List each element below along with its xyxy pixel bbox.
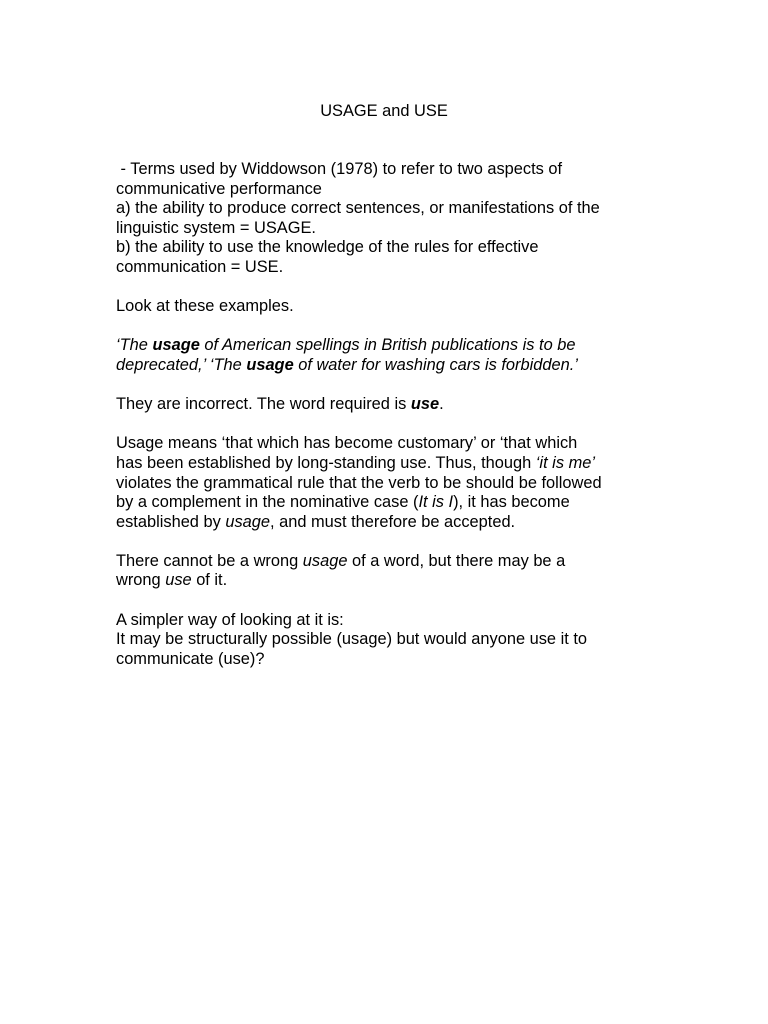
usage-emphasis: usage: [225, 512, 271, 531]
usage-line-5: [116, 513, 676, 533]
paragraph-gap: [116, 532, 676, 552]
example-keyword: usage: [246, 355, 294, 374]
wrong-emphasis: usage: [302, 551, 348, 570]
wrong-text: wrong: [116, 571, 166, 590]
example-line-1: [116, 336, 676, 356]
intro-line-4: linguistic system = USAGE.: [116, 218, 316, 237]
wrong-text: of it.: [191, 571, 228, 590]
usage-line-3: violates the grammatical rule that the verb to be should be followed: [116, 473, 602, 492]
paragraph-gap: [116, 317, 676, 337]
intro-line-5: b) the ability to use the knowledge of the rules for effective: [116, 238, 539, 257]
simpler-line-1: A simpler way of looking at it is:: [116, 610, 344, 629]
usage-emphasis: It is I: [418, 493, 454, 512]
required-word: use: [410, 395, 440, 414]
paragraph-gap: [116, 591, 676, 611]
example-text: of American spellings in British publications is to be: [199, 336, 576, 355]
example-text: deprecated,’ ‘The: [116, 355, 247, 374]
simpler-line-3: communicate (use)?: [116, 649, 265, 668]
paragraph-gap: [116, 278, 676, 298]
wrong-line-1: [116, 552, 676, 572]
document-body: [116, 160, 676, 669]
example-text: ‘The: [116, 336, 153, 355]
incorrect-text: They are incorrect. The word required is: [116, 395, 411, 414]
wrong-emphasis: use: [165, 571, 192, 590]
paragraph-gap: [116, 376, 676, 396]
intro-line-6: communication = USE.: [116, 257, 284, 276]
intro-line-1: - Terms used by Widdowson (1978) to refer to two aspects of: [116, 160, 563, 178]
paragraph-gap: [116, 415, 676, 435]
example-text: of water for washing cars is forbidden.’: [293, 355, 578, 374]
wrong-text: of a word, but there may be a: [347, 551, 566, 570]
wrong-text: There cannot be a wrong: [116, 551, 303, 570]
usage-line-4: [116, 493, 676, 513]
usage-text: ), it has become: [453, 493, 570, 512]
example-line-2: [116, 356, 676, 376]
usage-emphasis: ‘it is me’: [535, 453, 595, 472]
intro-line-2: communicative performance: [116, 179, 322, 198]
intro-line-3: a) the ability to produce correct sentences, or manifestations of the: [116, 199, 600, 218]
usage-line-1: Usage means ‘that which has become customary’ or ‘that which: [116, 434, 578, 453]
simpler-line-2: It may be structurally possible (usage) but would anyone use it to: [116, 630, 588, 649]
usage-text: established by: [116, 512, 226, 531]
wrong-line-2: [116, 571, 676, 591]
incorrect-end: .: [439, 395, 444, 414]
usage-line-2: [116, 454, 676, 474]
incorrect-line: [116, 395, 676, 415]
usage-text: , and must therefore be accepted.: [270, 512, 516, 531]
usage-text: by a complement in the nominative case (: [116, 493, 419, 512]
example-keyword: usage: [152, 336, 200, 355]
look-line: Look at these examples.: [116, 297, 294, 316]
usage-text: has been established by long-standing use. Thus, though: [116, 453, 536, 472]
page-title: USAGE and USE: [320, 102, 448, 120]
